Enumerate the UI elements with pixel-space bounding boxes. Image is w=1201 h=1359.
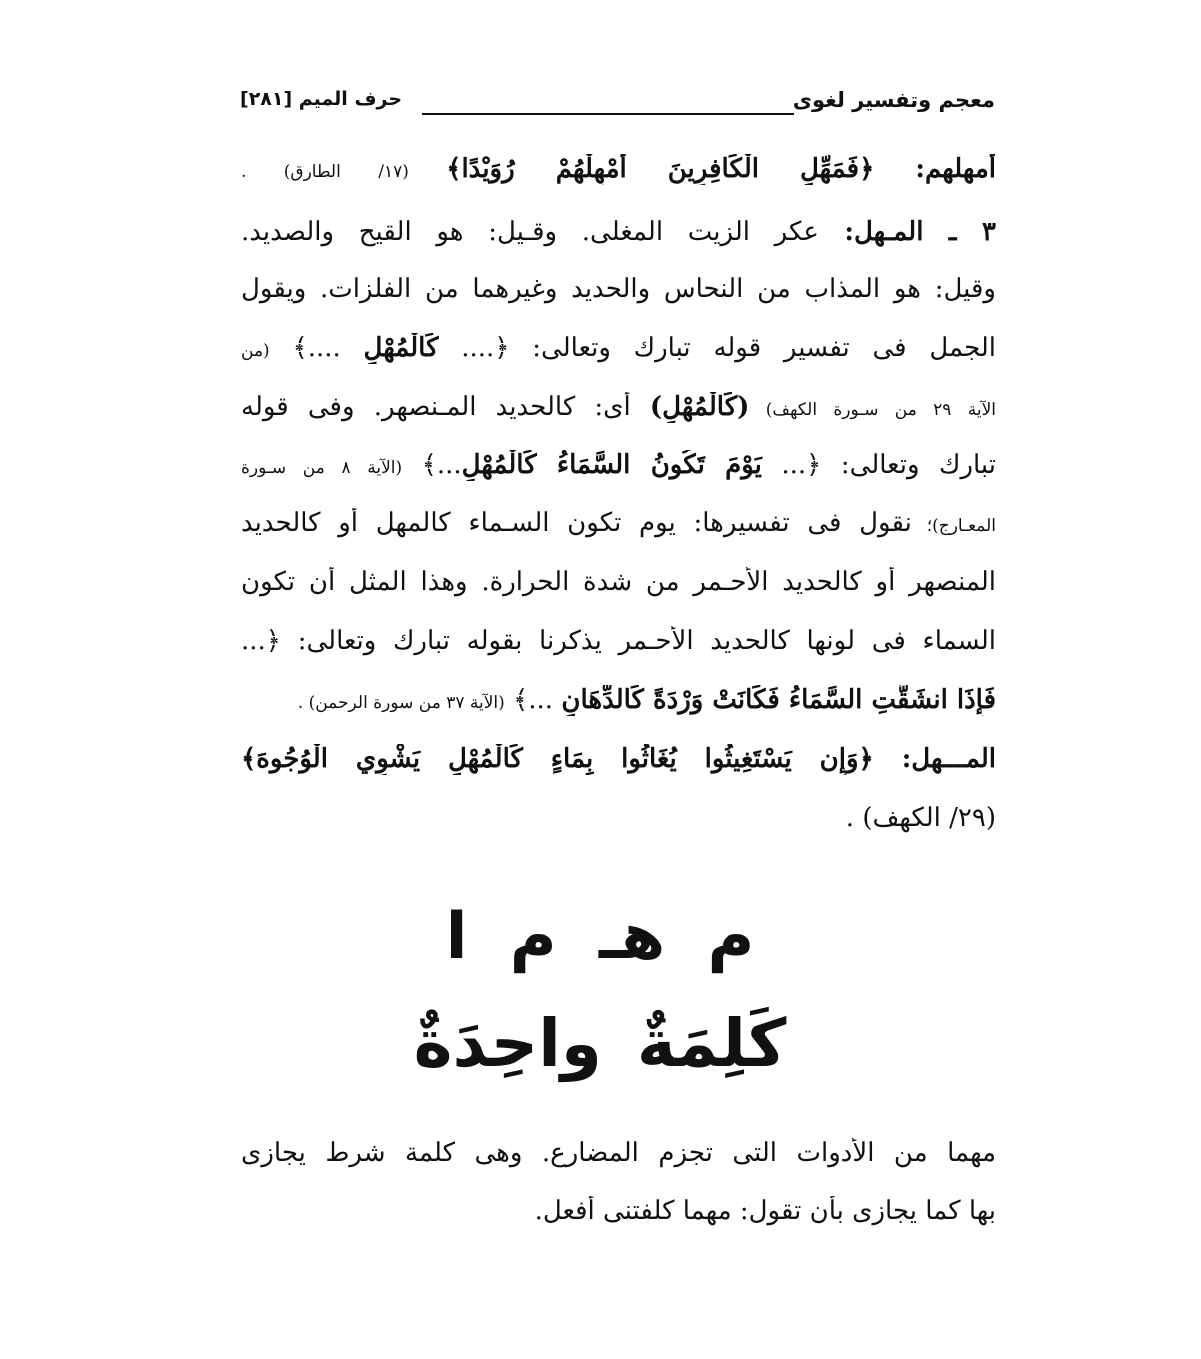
- emphasized-text: (كَالْمُهْلِ): [649, 392, 750, 422]
- text-run: ...﴾: [402, 450, 462, 480]
- running-header: [240, 88, 995, 124]
- reference-note: (الآية ٣٧ من سورة الرحمن) .: [297, 693, 505, 713]
- emphasized-text: يَوْمَ تَكُونُ السَّمَاءُ كَالْمُهْلِ: [461, 450, 762, 480]
- emphasized-text: ﴿فَمَهِّلِ الْكَافِرِينَ أَمْهِلْهُمْ رُوَيْدًا﴾: [446, 154, 875, 184]
- reference-note: (من: [241, 341, 270, 361]
- entry-line: [241, 685, 996, 716]
- header-rule: [422, 113, 794, 115]
- emphasized-text: أمهلهم:: [874, 154, 996, 184]
- emphasized-text: المـــهل:: [873, 744, 996, 774]
- entry-line: [241, 803, 996, 834]
- entry-line: [241, 626, 996, 657]
- entry-line: [241, 567, 996, 598]
- text-run: المنصهر أو كالحديد الأحـمر من شدة الحرارة. وهذا المثل أن تكون: [241, 567, 996, 597]
- text-run: (٢٩/ الكهف) .: [845, 803, 996, 833]
- text-run: عكر الزيت المغلى. وقـيل: هو القيح والصديد.: [241, 217, 819, 247]
- emphasized-text: ٣ ـ المـهل:: [818, 217, 996, 247]
- reference-note: (١٧/ الطارق) .: [241, 162, 447, 182]
- text-run: تبارك وتعالى: ﴿...: [761, 450, 996, 480]
- section-body-line: [241, 1196, 996, 1227]
- entry-line: [241, 154, 996, 185]
- reference-note: (الآية ٨ من سـورة: [241, 458, 403, 478]
- section-body-line: [241, 1138, 996, 1169]
- text-run: ...﴾: [504, 685, 562, 715]
- text-run: مهما من الأدوات التى تجزم المضارع. وهى كلمة شرط يجازى: [241, 1138, 996, 1168]
- emphasized-text: ﴿وَإِن يَسْتَغِيثُوا يُغَاثُوا بِمَاءٍ كَالْمُهْلِ يَشْوِي الْوُجُوهَ﴾: [241, 744, 874, 774]
- text-run: الجمل فى تفسير قوله تبارك وتعالى: ﴿....: [438, 333, 996, 363]
- text-run: السماء فى لونها كالحديد الأحـمر يذكرنا بقوله تبارك وتعالى: ﴿...: [241, 626, 996, 656]
- section-heading-letters: م هـ م ا: [445, 900, 755, 974]
- entry-line: [241, 274, 996, 305]
- reference-note: المعـارج)؛: [911, 516, 996, 536]
- entry-line: [241, 392, 996, 423]
- entry-line: [241, 450, 996, 481]
- entry-line: [241, 744, 996, 775]
- emphasized-text: كَالْمُهْلِ: [363, 333, 439, 363]
- entry-line: [241, 217, 996, 248]
- book-title: معجم وتفسير لغوى: [792, 88, 995, 112]
- entry-line: [241, 508, 996, 539]
- text-run: ....﴾: [269, 333, 364, 363]
- text-run: بها كما يجازى بأن تقول: مهما كلفتنى أفعل.: [534, 1196, 996, 1226]
- reference-note: الآية ٢٩ من سـورة الكهف): [749, 400, 996, 420]
- text-run: أى: كالحديد المـنصهر. وفى قوله: [241, 392, 650, 422]
- emphasized-text: فَإِذَا انشَقَّتِ السَّمَاءُ فَكَانَتْ وَرْدَةً كَالدِّهَانِ: [561, 685, 996, 715]
- text-run: وقيل: هو المذاب من النحاس والحديد وغيرهما من الفلزات. ويقول: [241, 274, 996, 304]
- entry-line: [241, 333, 996, 364]
- section-page-number: حرف الميم [٢٨١]: [240, 88, 403, 110]
- text-run: نقول فى تفسيرها: يوم تكون السـماء كالمهل أو كالحديد: [241, 508, 912, 538]
- section-heading-subtitle: كَلِمَةٌ واحِدَةٌ: [413, 1005, 787, 1082]
